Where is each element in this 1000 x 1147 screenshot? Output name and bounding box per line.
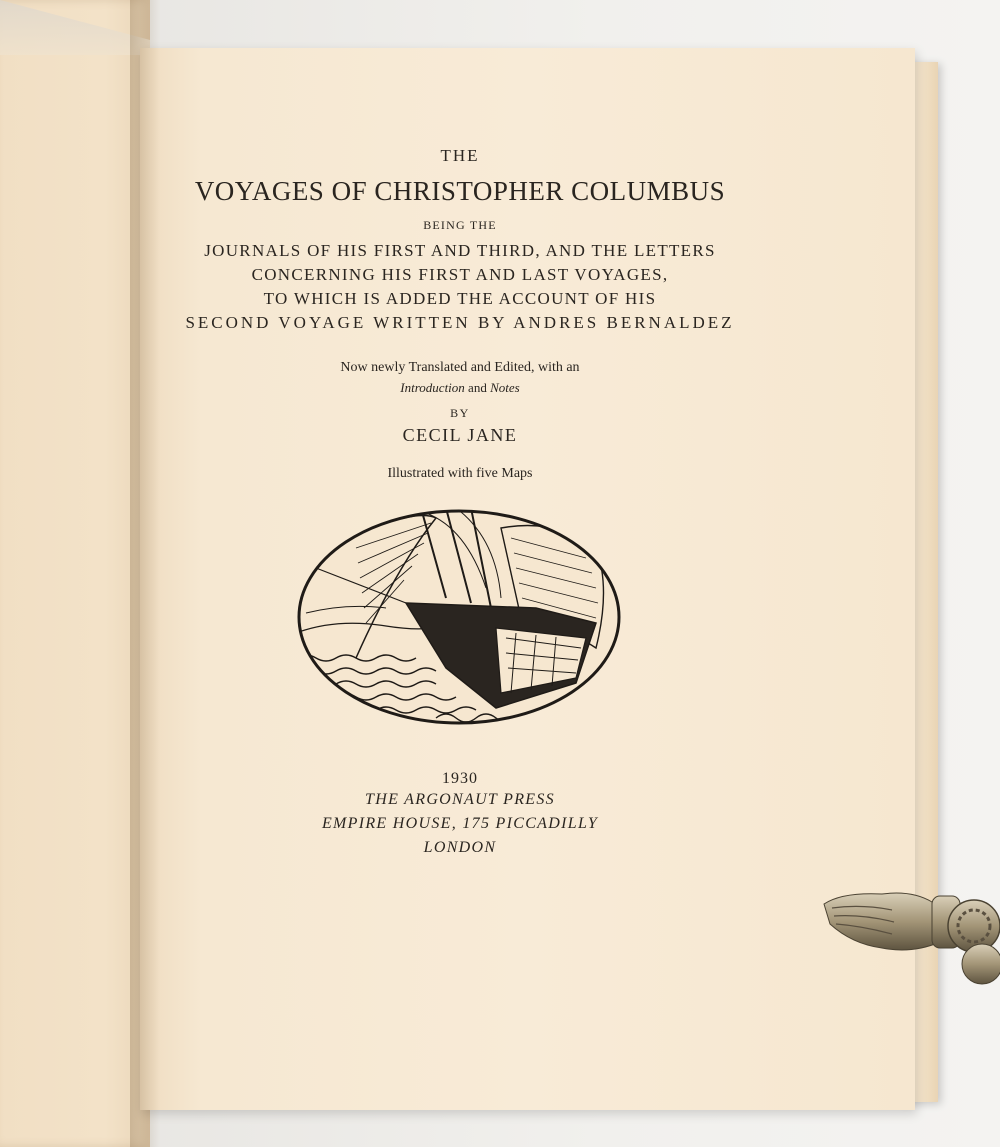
illustrated-note: Illustrated with five Maps bbox=[387, 466, 533, 481]
publication-year: 1930 bbox=[442, 770, 478, 787]
gutter-shadow bbox=[130, 0, 160, 1147]
ship-vignette bbox=[296, 508, 622, 726]
publisher-city: LONDON bbox=[423, 839, 497, 856]
publisher-address: EMPIRE HOUSE, 175 PICCADILLY bbox=[321, 815, 599, 832]
book-title: VOYAGES OF CHRISTOPHER COLUMBUS bbox=[194, 176, 726, 206]
hand-clip-icon bbox=[822, 882, 1000, 992]
subtitle-line: CONCERNING HIS FIRST AND LAST VOYAGES, bbox=[251, 265, 669, 284]
notes-word: Notes bbox=[490, 380, 520, 395]
subtitle-line: JOURNALS OF HIS FIRST AND THIRD, AND THE LETTERS bbox=[204, 241, 716, 260]
translated-line: Now newly Translated and Edited, with an bbox=[340, 360, 580, 375]
and-word: and bbox=[468, 380, 487, 395]
being-the-line: BEING THE bbox=[423, 218, 497, 232]
by-line: BY bbox=[450, 406, 470, 420]
subtitle-line: SECOND VOYAGE WRITTEN BY ANDRES BERNALDEZ bbox=[185, 313, 735, 332]
introduction-line bbox=[160, 380, 760, 396]
introduction-word: Introduction bbox=[400, 380, 465, 395]
publisher: THE ARGONAUT PRESS bbox=[365, 791, 555, 808]
author-name: CECIL JANE bbox=[402, 425, 518, 445]
left-page bbox=[0, 0, 150, 1147]
title-article: THE bbox=[440, 146, 480, 165]
subtitle-line: TO WHICH IS ADDED THE ACCOUNT OF HIS bbox=[263, 289, 657, 308]
